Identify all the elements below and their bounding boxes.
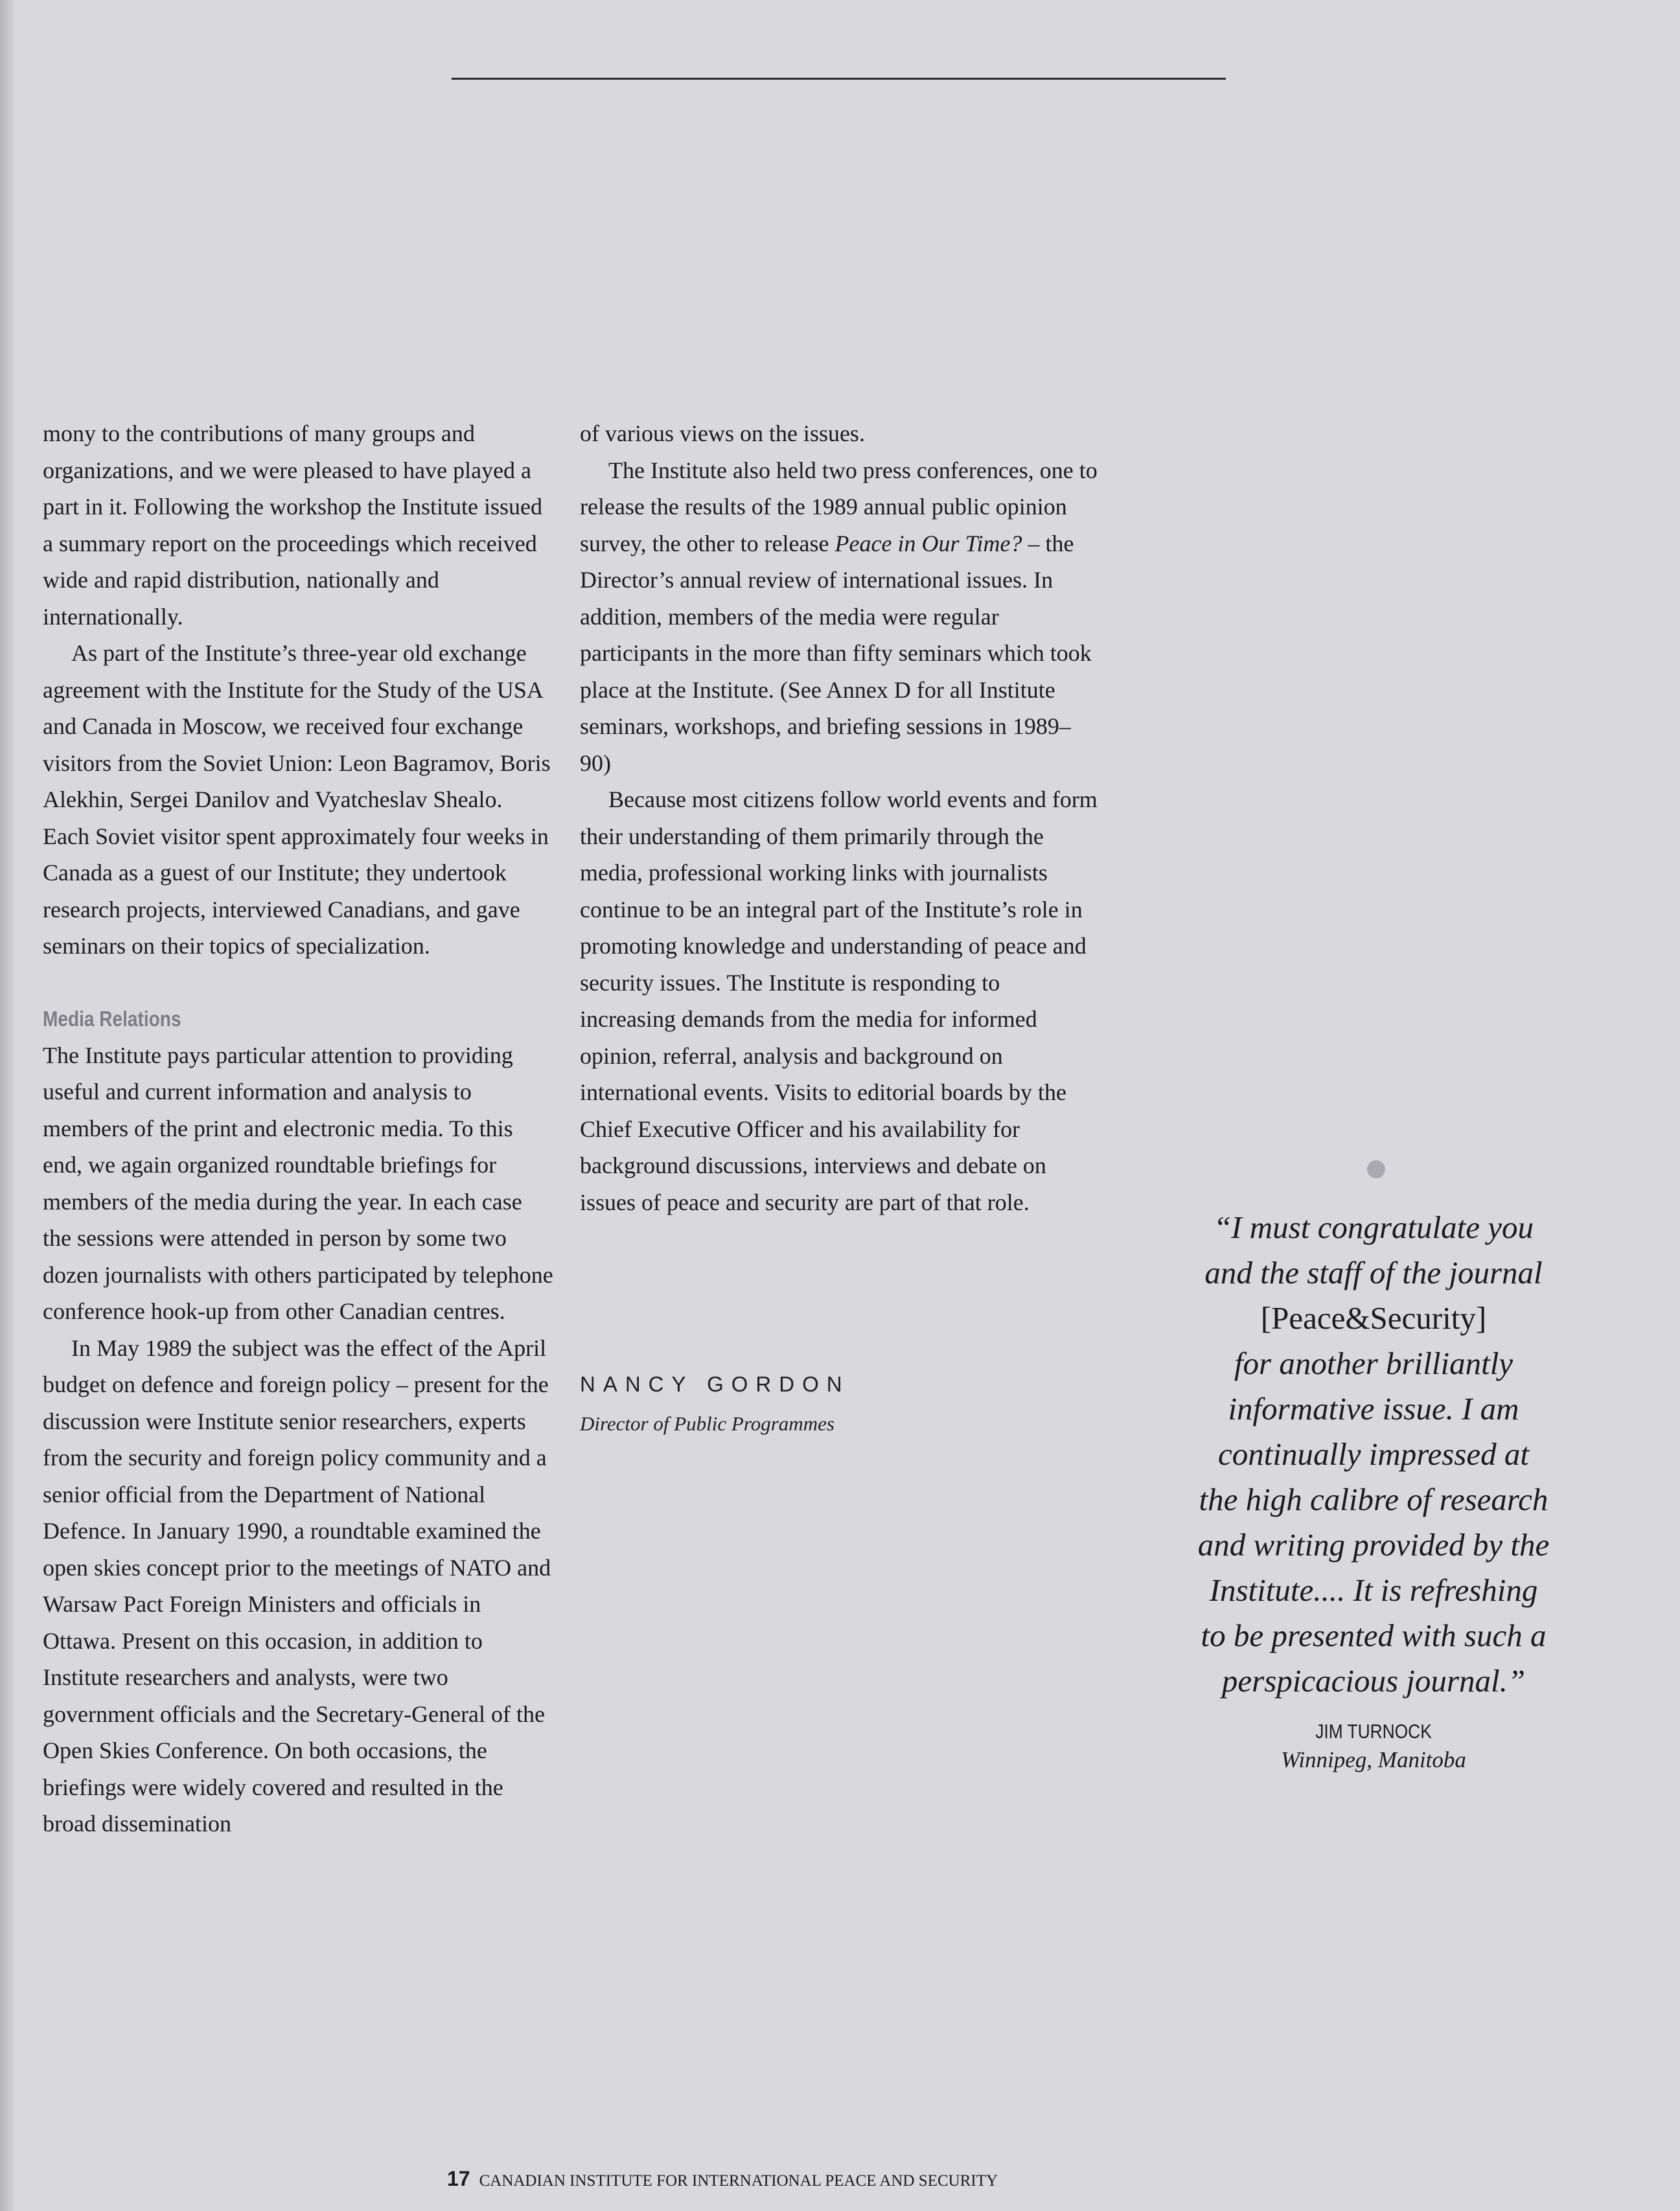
quote-line: and the staff of the journal — [1204, 1255, 1543, 1290]
quote-author-location: Winnipeg, Manitoba — [1281, 1747, 1466, 1772]
quote-bullet-dot — [1367, 1160, 1385, 1178]
quote-line: continually impressed at — [1218, 1436, 1529, 1472]
quote-line: informative issue. I am — [1228, 1391, 1519, 1426]
author-name: NANCY GORDON — [580, 1372, 850, 1396]
section-heading-media-relations: Media Relations — [43, 1006, 181, 1031]
left-paragraph-3: The Institute pays particular attention to providing useful and current information and analysis to members of the print and electronic media. To this end, we again organized roundtable briefings for members of the media during the year. In each case the sessions were attended in person by some two dozen journalists with others participated by telephone conference hook-up from other Canadian centres. — [43, 1042, 553, 1324]
left-paragraph-4: In May 1989 the subject was the effect of the April budget on defence and foreign policy – present for the discussion were Institute senior researchers, experts from the security and foreign policy community and a senior official from the Department of National Defence. In January 1990, a roundtable examined the open skies concept prior to the meetings of NATO and Warsaw Pact Foreign Ministers and officials in Ottawa. Present on this occasion, in addition to Institute researchers and analysts, were two government officials and the Secretary-General of the Open Skies Conference. On both occasions, the briefings were widely covered and resulted in the broad dissemination — [43, 1335, 551, 1837]
left-paragraph-2: As part of the Institute’s three-year old exchange agreement with the Institute for the Study of the USA and Canada in Moscow, we received four exchange visitors from the Soviet Union: Leon Bagramov, Boris Alekhin, Sergei Danilov and Vyatcheslav Shealo. Each Soviet visitor spent approximately four weeks in Canada as a guest of our Institute; they undertook research projects, interviewed Canadians, and gave seminars on their topics of specialization. — [43, 640, 551, 959]
page-spine-shadow — [0, 0, 14, 2211]
right-column — [580, 415, 1098, 1220]
quote-line: the high calibre of research — [1199, 1482, 1548, 1517]
quote-line: “I must congratulate you — [1213, 1209, 1534, 1245]
pull-quote — [1156, 1205, 1591, 1704]
quote-line-journal-name: [Peace&Security] — [1260, 1300, 1487, 1336]
right-paragraph-2-text-a: The Institute also held two press conferences, one to release the results of the 1989 annual public opinion survey, the other to release — [580, 457, 1098, 556]
quote-line: and writing provided by the — [1197, 1527, 1550, 1563]
author-title: Director of Public Programmes — [580, 1412, 834, 1435]
left-column — [43, 415, 555, 1842]
right-paragraph-3: Because most citizens follow world events and form their understanding of them primarily through the media, professional working links with journalists continue to be an integral part of the Institute’s role in promoting knowledge and understanding of peace and security issues. The Institute is responding to increasing demands from the media for informed opinion, referral, analysis and background on international events. Visits to editorial boards by the Chief Executive Officer and his availability for background discussions, interviews and debate on issues of peace and security are part of that role. — [580, 786, 1098, 1215]
right-paragraph-1: of various views on the issues. — [580, 420, 865, 446]
quote-line: for another brilliantly — [1234, 1346, 1513, 1381]
top-rule — [452, 78, 1226, 80]
publication-title: Peace in Our Time? — [834, 530, 1022, 556]
page-number: 17 — [447, 2167, 470, 2190]
quote-line: Institute.... It is refreshing — [1209, 1572, 1538, 1608]
right-paragraph-2 — [580, 452, 1098, 782]
page-footer — [447, 2167, 998, 2191]
footer-org-name: CANADIAN INSTITUTE FOR INTERNATIONAL PEACE AND SECURITY — [479, 2172, 998, 2190]
quote-line: perspicacious journal.” — [1221, 1663, 1526, 1699]
left-paragraph-1: mony to the contributions of many groups and organizations, and we were pleased to have played a part in it. Following the workshop the Institute issued a summary report on the proceedings which received wide and rapid distribution, nationally and internationally. — [43, 420, 542, 630]
right-paragraph-2-text-b: – the Director’s annual review of international issues. In addition, members of the media were regular participants in the more than fifty seminars which took place at the Institute. (See Annex D for all Institute seminars, workshops, and briefing sessions in 1989–90) — [580, 530, 1092, 776]
quote-line: to be presented with such a — [1201, 1618, 1547, 1653]
quote-author: JIM TURNOCK — [1315, 1720, 1432, 1743]
